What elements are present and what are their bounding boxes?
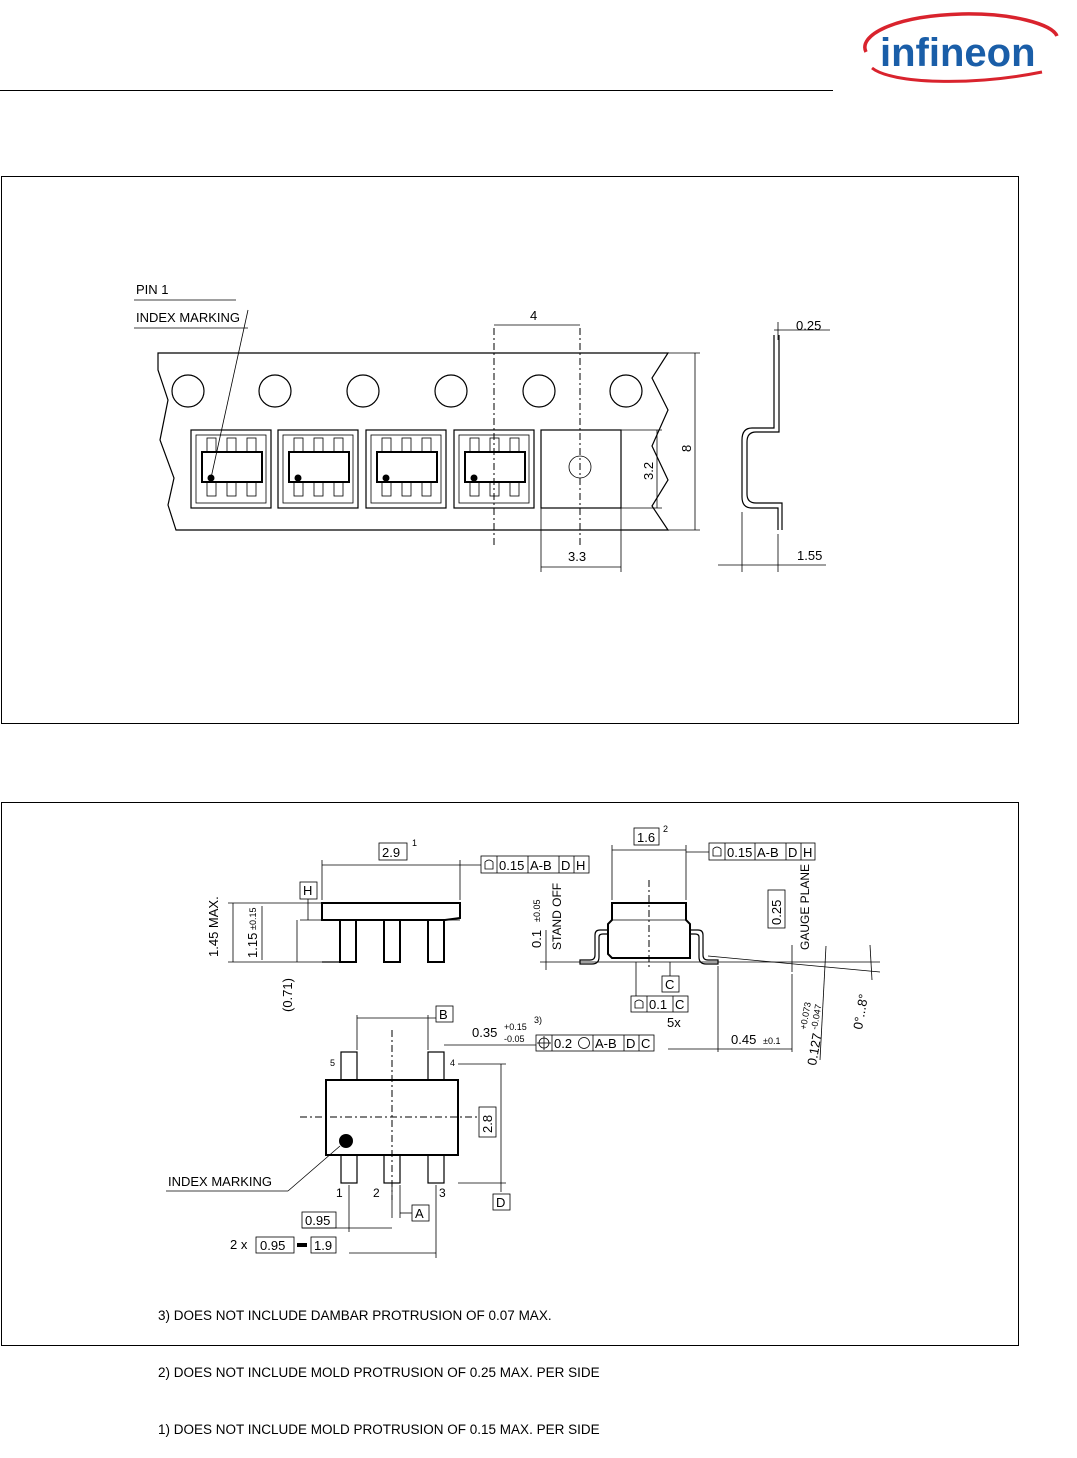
datum-b: B bbox=[439, 1007, 448, 1022]
top-view bbox=[300, 1030, 480, 1200]
flatness-right-value: 0.15 bbox=[727, 845, 753, 860]
package-index-marking-label: INDEX MARKING bbox=[168, 1174, 273, 1189]
tape-width-dimension: 8 bbox=[679, 444, 694, 452]
svg-text:±0.1: ±0.1 bbox=[763, 1036, 781, 1046]
sprocket-holes bbox=[172, 375, 642, 407]
svg-text:3): 3) bbox=[534, 1015, 543, 1025]
svg-text:C: C bbox=[675, 997, 685, 1012]
lead-pitch: 0.95 bbox=[305, 1213, 331, 1228]
tape-index-marking-label: INDEX MARKING bbox=[136, 310, 241, 325]
note-2: 2) DOES NOT INCLUDE MOLD PROTRUSION OF 0.25 MAX. PER SIDE bbox=[158, 1365, 600, 1380]
pocket-width-dimension: 3.3 bbox=[568, 549, 587, 564]
pin-label-5: 5 bbox=[330, 1058, 336, 1068]
svg-text:C: C bbox=[641, 1036, 651, 1051]
total-width: 2.8 bbox=[480, 1114, 495, 1133]
note-1: 1) DOES NOT INCLUDE MOLD PROTRUSION OF 0.15 MAX. PER SIDE bbox=[158, 1422, 600, 1437]
pin1-index-dot bbox=[339, 1134, 353, 1148]
svg-text:D: D bbox=[788, 845, 798, 860]
pocket bbox=[191, 430, 271, 508]
pocket bbox=[278, 430, 358, 508]
pocket bbox=[366, 430, 446, 508]
end-view bbox=[540, 880, 880, 972]
svg-text:D: D bbox=[626, 1036, 636, 1051]
svg-text:±0.15: ±0.15 bbox=[248, 907, 258, 930]
pitch-box: 0.95 bbox=[260, 1238, 286, 1253]
svg-text:H: H bbox=[576, 858, 586, 873]
datum-d: D bbox=[496, 1195, 506, 1210]
position-tolerance: 0.2 bbox=[554, 1036, 573, 1051]
pocket-height-dimension: 3.2 bbox=[641, 461, 656, 480]
body-width: 1.6 bbox=[637, 830, 656, 845]
standoff-label: STAND OFF bbox=[550, 882, 564, 950]
body-width-note: 2 bbox=[663, 824, 669, 834]
lead-thickness: 0.127 bbox=[804, 1031, 825, 1067]
carrier-tape bbox=[158, 353, 668, 530]
tape-thickness-dimension: 0.25 bbox=[796, 318, 822, 333]
svg-text:A-B: A-B bbox=[595, 1036, 617, 1051]
package-length: 2.9 bbox=[382, 845, 401, 860]
datum-a: A bbox=[415, 1206, 424, 1221]
svg-text:-0.05: -0.05 bbox=[504, 1034, 525, 1044]
pitch-dimension: 4 bbox=[530, 308, 538, 323]
empty-pocket bbox=[541, 430, 621, 508]
gauge-plane-value: 0.25 bbox=[769, 899, 784, 925]
svg-text:A-B: A-B bbox=[757, 845, 779, 860]
infineon-logo bbox=[852, 6, 1062, 86]
svg-text:+0.073: +0.073 bbox=[798, 1001, 813, 1031]
flatness-left-value: 0.15 bbox=[499, 858, 525, 873]
body-height: 1.15 bbox=[245, 932, 260, 958]
logo-wordmark: infineon bbox=[880, 31, 1036, 75]
lead-length: 0.45 bbox=[731, 1032, 757, 1047]
gauge-plane-label: GAUGE PLANE bbox=[798, 863, 812, 950]
tape-drawing bbox=[0, 176, 1077, 724]
coplanarity-value: 0.1 bbox=[649, 997, 668, 1012]
drawing-notes bbox=[158, 1268, 600, 1458]
pin-label-2: 2 bbox=[373, 1186, 380, 1200]
lead-span: 1.9 bbox=[314, 1238, 333, 1253]
pin1-label: PIN 1 bbox=[136, 282, 169, 297]
header-rule bbox=[0, 90, 833, 91]
pin-label-1: 1 bbox=[336, 1186, 343, 1200]
datum-h: H bbox=[303, 883, 313, 898]
pin-label-4: 4 bbox=[450, 1058, 456, 1068]
datum-c: C bbox=[665, 977, 675, 992]
package-drawing bbox=[0, 802, 1077, 1267]
package-length-note: 1 bbox=[412, 838, 418, 848]
svg-text:D: D bbox=[561, 858, 571, 873]
svg-text:H: H bbox=[803, 845, 813, 860]
lead-angle: 0°...8° bbox=[850, 992, 872, 1031]
max-height: 1.45 MAX. bbox=[206, 896, 221, 957]
svg-text:+0.15: +0.15 bbox=[504, 1022, 527, 1032]
pocket-depth-dimension: 1.55 bbox=[797, 548, 823, 563]
lead-width: 0.35 bbox=[472, 1025, 498, 1040]
svg-text:-0.047: -0.047 bbox=[809, 1003, 824, 1031]
reference-height: (0.71) bbox=[280, 978, 295, 1012]
coplanarity-count: 5x bbox=[667, 1015, 681, 1030]
standoff-value: 0.1 bbox=[529, 929, 544, 948]
svg-text:A-B: A-B bbox=[530, 858, 552, 873]
note-3: 3) DOES NOT INCLUDE DAMBAR PROTRUSION OF 0.07 MAX. bbox=[158, 1308, 552, 1323]
svg-text:±0.05: ±0.05 bbox=[532, 899, 542, 922]
side-view bbox=[300, 903, 460, 962]
pitch-multiplier: 2 x bbox=[230, 1237, 248, 1252]
pin-label-3: 3 bbox=[439, 1186, 446, 1200]
